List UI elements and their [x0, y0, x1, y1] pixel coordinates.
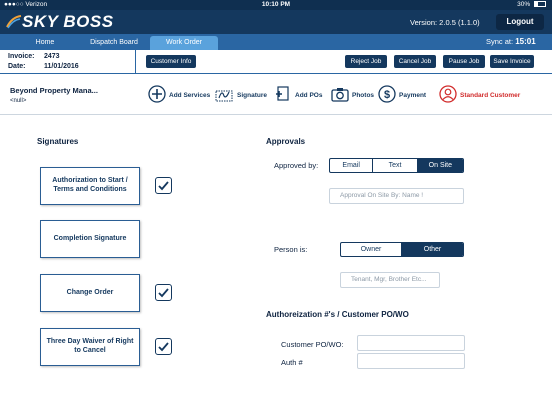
three-day-waiver-button[interactable]: Three Day Waiver of Right to Cancel	[40, 328, 140, 366]
add-services-button[interactable]	[148, 85, 210, 105]
invoice-label: Invoice:	[8, 53, 35, 60]
customer-subtitle: <null>	[10, 98, 27, 104]
approved-by-label: Approved by:	[274, 161, 319, 170]
battery-icon	[534, 1, 546, 7]
sync-status	[486, 37, 536, 46]
app-logo: SKY BOSS	[22, 12, 114, 31]
logout-button[interactable]: Logout	[496, 14, 544, 30]
change-order-button[interactable]: Change Order	[40, 274, 140, 312]
approved-by-email[interactable]: Email	[330, 159, 373, 172]
reject-job-button[interactable]: Reject Job	[345, 55, 387, 68]
authorization-signature-button[interactable]: Authorization to Start / Terms and Conditions	[40, 167, 140, 205]
carrier-label: ●●●○○ Verizon	[4, 1, 48, 8]
tab-bar	[0, 34, 552, 50]
app-header	[0, 10, 552, 34]
payment-button[interactable]	[378, 85, 428, 105]
approved-by-segmented-control	[329, 158, 464, 173]
tab-dispatch-board[interactable]: Dispatch Board	[90, 39, 138, 46]
sync-label: Sync at:	[486, 37, 514, 46]
camera-icon	[331, 85, 349, 103]
date-line	[8, 63, 79, 70]
customer-name: Beyond Property Mana...	[10, 86, 98, 95]
three-day-waiver-checkbox[interactable]	[155, 338, 172, 355]
battery-percent: 30%	[517, 1, 531, 8]
plus-circle-icon	[148, 85, 166, 103]
info-divider	[135, 50, 136, 74]
person-relation-input[interactable]: Tenant, Mgr, Brother Etc...	[340, 272, 440, 288]
authorization-checkbox[interactable]	[155, 177, 172, 194]
logo-swoosh-icon	[6, 15, 22, 29]
standard-customer-label: Standard Customer	[460, 92, 521, 99]
status-bar	[0, 0, 552, 10]
person-is-segmented-control	[340, 242, 464, 257]
photos-label: Photos	[352, 92, 375, 99]
approvals-title: Approvals	[266, 137, 306, 146]
checkmark-icon	[157, 286, 170, 299]
invoice-toolbar-row	[0, 50, 552, 74]
change-order-checkbox[interactable]	[155, 284, 172, 301]
approval-name-input[interactable]: Approval On Site By: Name !	[329, 188, 464, 204]
customer-info-button[interactable]: Customer Info	[146, 55, 196, 68]
customer-bar	[0, 75, 552, 115]
svg-text:$: $	[383, 89, 391, 101]
save-invoice-button[interactable]: Save Invoice	[490, 55, 534, 68]
invoice-number: 2473	[44, 53, 60, 60]
add-document-icon	[273, 85, 291, 103]
standard-customer-button[interactable]	[439, 85, 529, 105]
authorization-title: Authoreization #'s / Customer PO/WO	[266, 310, 409, 319]
customer-po-label: Customer PO/WO:	[281, 340, 344, 349]
cancel-job-button[interactable]: Cancel Job	[394, 55, 436, 68]
signatures-title: Signatures	[37, 137, 79, 146]
person-other[interactable]: Other	[402, 243, 463, 256]
photos-button[interactable]	[331, 85, 373, 105]
signature-button[interactable]	[215, 85, 267, 105]
signature-icon	[215, 85, 233, 103]
date-label: Date:	[8, 63, 26, 70]
add-services-label: Add Services	[169, 92, 211, 99]
tab-home[interactable]: Home	[35, 39, 55, 46]
completion-signature-button[interactable]: Completion Signature	[40, 220, 140, 258]
clock: 10:10 PM	[261, 1, 291, 8]
battery-indicator	[517, 1, 546, 8]
person-is-label: Person is:	[274, 245, 308, 254]
payment-label: Payment	[399, 92, 427, 99]
pause-job-button[interactable]: Pause Job	[443, 55, 485, 68]
signature-label: Signature	[237, 92, 267, 99]
approved-by-on-site[interactable]: On Site	[418, 159, 463, 172]
tab-work-order[interactable]: Work Order	[150, 36, 218, 50]
auth-number-label: Auth #	[281, 358, 303, 367]
customer-po-input[interactable]	[357, 335, 465, 351]
sync-time: 15:01	[515, 37, 536, 46]
invoice-line	[8, 53, 60, 60]
add-pos-button[interactable]	[273, 85, 323, 105]
add-pos-label: Add POs	[295, 92, 323, 99]
user-icon	[439, 85, 457, 103]
checkmark-icon	[157, 179, 170, 192]
version-label: Version: 2.0.5 (1.1.0)	[410, 18, 480, 27]
person-owner[interactable]: Owner	[341, 243, 402, 256]
dollar-icon	[378, 85, 396, 103]
approved-by-text[interactable]: Text	[373, 159, 417, 172]
auth-number-input[interactable]	[357, 353, 465, 369]
invoice-date: 11/01/2016	[44, 63, 79, 70]
checkmark-icon	[157, 340, 170, 353]
